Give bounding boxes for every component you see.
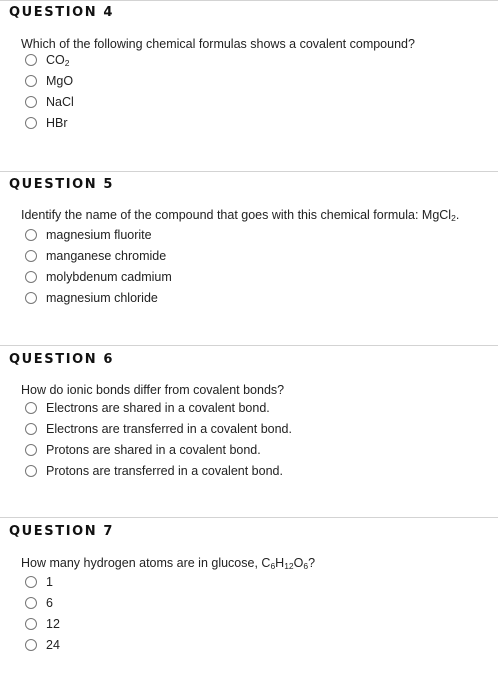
- radio-button-icon[interactable]: [25, 402, 37, 414]
- option-label: magnesium chloride: [46, 291, 158, 305]
- question-5-option-2[interactable]: [25, 248, 166, 264]
- question-6-option-3[interactable]: [25, 442, 261, 458]
- question-7-option-4[interactable]: [25, 637, 60, 653]
- divider-q7: [0, 517, 498, 518]
- radio-button-icon[interactable]: [25, 618, 37, 630]
- question-4-option-4[interactable]: [25, 115, 68, 131]
- radio-button-icon[interactable]: [25, 292, 37, 304]
- option-label: Protons are shared in a covalent bond.: [46, 443, 261, 457]
- question-5-header: QUESTION 5: [9, 177, 115, 192]
- radio-button-icon[interactable]: [25, 75, 37, 87]
- radio-button-icon[interactable]: [25, 271, 37, 283]
- option-label: manganese chromide: [46, 249, 167, 263]
- radio-button-icon[interactable]: [25, 576, 37, 588]
- question-4-option-1[interactable]: [25, 52, 69, 68]
- option-label: $CO_2$: [46, 53, 70, 68]
- question-5-option-3[interactable]: [25, 269, 172, 285]
- question-5-prompt: Identify the name of the compound that goes with this chemical formula: MgCl$_2$.: [21, 208, 460, 223]
- question-7-prompt: How many hydrogen atoms are in glucose, $C_6H_{12}O_6$?: [21, 556, 316, 571]
- radio-button-icon[interactable]: [25, 423, 37, 435]
- question-5-option-1[interactable]: [25, 227, 152, 243]
- divider-top: [0, 0, 498, 1]
- option-label: 12: [46, 617, 60, 631]
- question-4-prompt: Which of the following chemical formulas shows a covalent compound?: [21, 37, 415, 51]
- option-label: Protons are transferred in a covalent bond.: [46, 464, 283, 478]
- question-7-option-1[interactable]: [25, 574, 53, 590]
- radio-button-icon[interactable]: [25, 250, 37, 262]
- question-6-option-4[interactable]: [25, 463, 283, 479]
- option-label: Electrons are transferred in a covalent bond.: [46, 422, 292, 436]
- radio-button-icon[interactable]: [25, 444, 37, 456]
- option-label: 6: [46, 596, 53, 610]
- radio-button-icon[interactable]: [25, 639, 37, 651]
- radio-button-icon[interactable]: [25, 96, 37, 108]
- question-5-option-4[interactable]: [25, 290, 158, 306]
- question-6-option-2[interactable]: [25, 421, 292, 437]
- divider-q5: [0, 171, 498, 172]
- radio-button-icon[interactable]: [25, 465, 37, 477]
- question-6-option-1[interactable]: [25, 400, 270, 416]
- question-7-option-3[interactable]: [25, 616, 60, 632]
- question-4-option-2[interactable]: [25, 73, 73, 89]
- question-7-option-2[interactable]: [25, 595, 53, 611]
- question-6-header: QUESTION 6: [9, 352, 115, 367]
- radio-button-icon[interactable]: [25, 597, 37, 609]
- radio-button-icon[interactable]: [25, 229, 37, 241]
- option-label: molybdenum cadmium: [46, 270, 172, 284]
- option-label: NaCl: [46, 95, 74, 109]
- question-7-header: QUESTION 7: [9, 524, 115, 539]
- option-label: Electrons are shared in a covalent bond.: [46, 401, 270, 415]
- radio-button-icon[interactable]: [25, 54, 37, 66]
- divider-q6: [0, 345, 498, 346]
- question-4-header: QUESTION 4: [9, 5, 115, 20]
- option-label: HBr: [46, 116, 68, 130]
- question-6-prompt: How do ionic bonds differ from covalent bonds?: [21, 383, 285, 397]
- option-label: 24: [46, 638, 60, 652]
- radio-button-icon[interactable]: [25, 117, 37, 129]
- question-4-option-3[interactable]: [25, 94, 74, 110]
- option-label: MgO: [46, 74, 74, 88]
- option-label: 1: [46, 575, 53, 589]
- option-label: magnesium fluorite: [46, 228, 152, 242]
